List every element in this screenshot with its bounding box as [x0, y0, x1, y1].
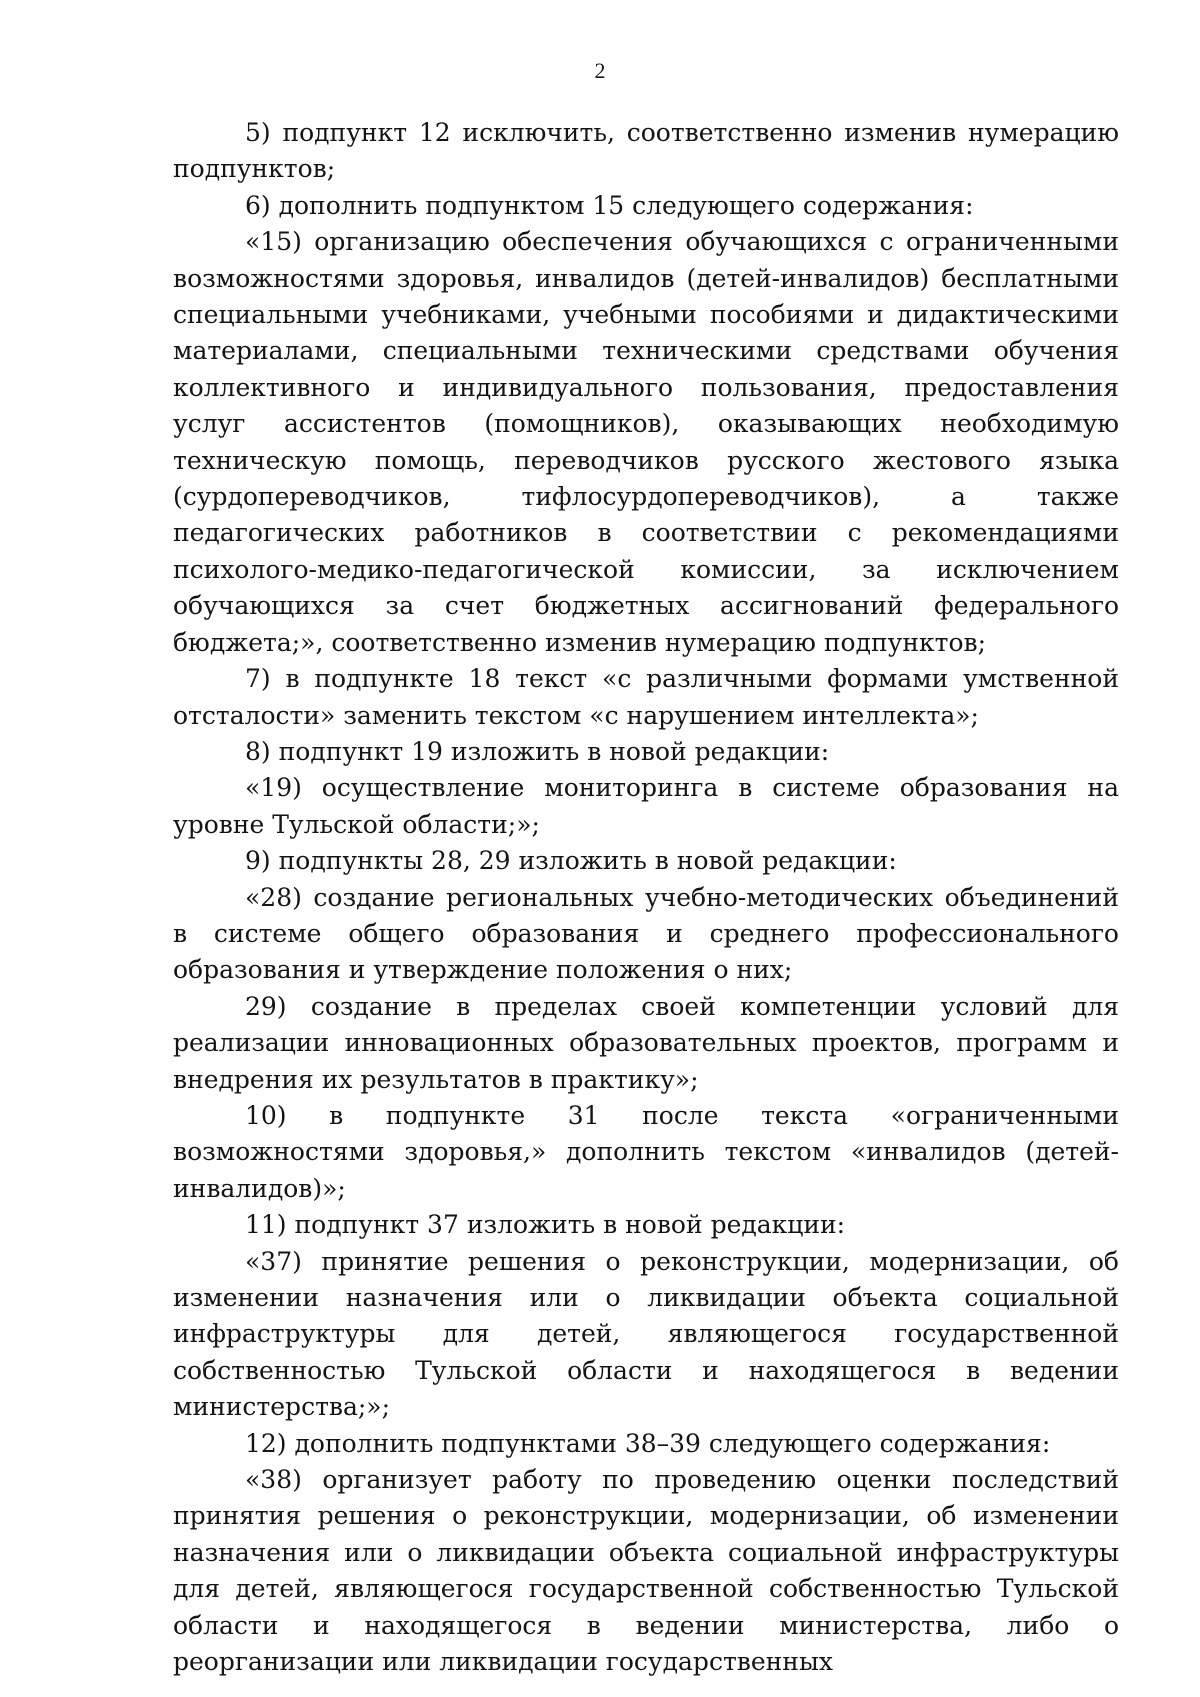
- paragraph-item-12: 12) дополнить подпунктами 38–39 следующего содержания:: [245, 1428, 1051, 1458]
- paragraph-item-11: 11) подпункт 37 изложить в новой редакции:: [245, 1210, 846, 1240]
- paragraph-subitem-37: «37) принятие решения о реконструкции, модернизации, об изменении назначения или о ликвидации объекта социальной инфраструктуры для детей, являющегося государственной собственностью Тульской области и находящегося в ведении министерства;»;: [173, 1246, 1119, 1422]
- paragraph-subitem-15: «15) организацию обеспечения обучающихся с ограниченными возможностями здоровья, инвалидов (детей-инвалидов) бесплатными специальными учебниками, учебными пособиями и дидактическими материалами, специальными техническими средствами обучения коллективного и индивидуального пользования, предоставления услуг ассистентов (помощников), оказывающих необходимую техническую помощь, переводчиков русского жестового языка (сурдопереводчиков, тифлосурдопереводчиков), а также педагогических работников в соответствии с рекомендациями психолого-медико-педагогической комиссии, за исключением обучающихся за счет бюджетных ассигнований федерального бюджета;», соответственно изменив нумерацию подпунктов;: [173, 227, 1119, 657]
- paragraph-subitem-29: 29) создание в пределах своей компетенции условий для реализации инновационных образовательных проектов, программ и внедрения их результатов в практику»;: [173, 991, 1119, 1094]
- paragraph-item-7: 7) в подпункте 18 текст «с различными формами умственной отсталости» заменить текстом «с нарушением интеллекта»;: [173, 664, 1119, 730]
- paragraph-item-10: 10) в подпункте 31 после текста «ограниченными возможностями здоровья,» дополнить текстом «инвалидов (детей-инвалидов)»;: [173, 1100, 1119, 1203]
- paragraph-item-5: 5) подпункт 12 исключить, соответственно изменив нумерацию подпунктов;: [173, 118, 1119, 184]
- paragraph-item-6: 6) дополнить подпунктом 15 следующего содержания:: [245, 190, 974, 220]
- paragraph-subitem-28: «28) создание региональных учебно-методических объединений в системе общего образования и среднего профессионального образования и утверждение положения о них;: [173, 882, 1119, 985]
- paragraph-subitem-38: «38) организует работу по проведению оценки последствий принятия решения о реконструкции, модернизации, об изменении назначения или о ликвидации объекта социальной инфраструктуры для детей, являющегося государственной собственностью Тульской области и находящегося в ведении министерства, либо о реорганизации или ликвидации государственных: [173, 1465, 1119, 1677]
- paragraph-item-8: 8) подпункт 19 изложить в новой редакции:: [245, 736, 830, 766]
- paragraph-subitem-19: «19) осуществление мониторинга в системе образования на уровне Тульской области;»;: [173, 773, 1119, 839]
- paragraph-item-9: 9) подпункты 28, 29 изложить в новой редакции:: [245, 846, 897, 876]
- document-body: [173, 115, 1119, 1680]
- page-number: 2: [594, 58, 606, 83]
